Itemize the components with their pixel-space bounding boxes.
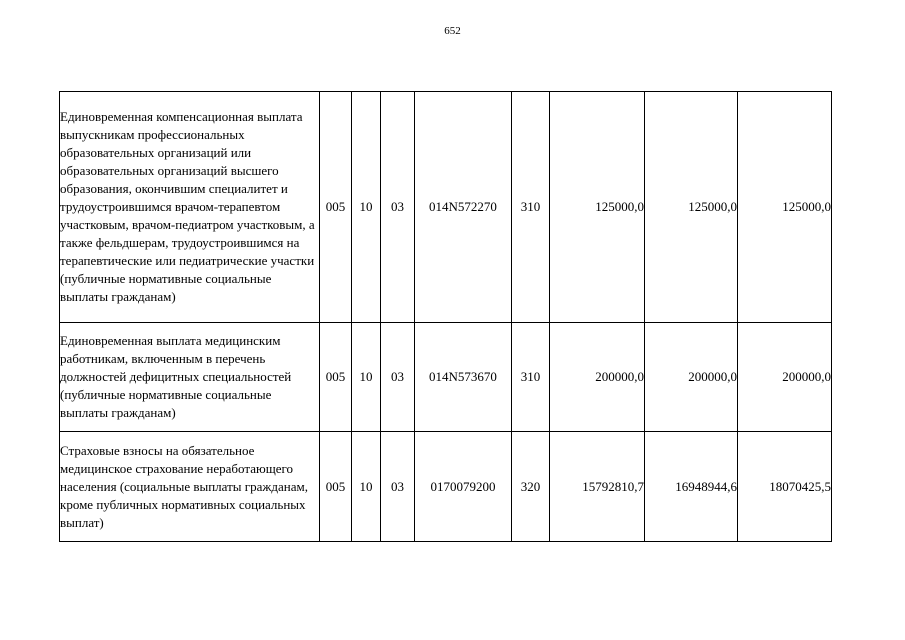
amount-year-1: 125000,0 [550, 92, 645, 323]
table-row [60, 92, 832, 323]
target-article-code: 014N572270 [415, 92, 512, 323]
expense-type-code: 310 [512, 323, 550, 432]
table-row [60, 323, 832, 432]
expense-name-cell [60, 323, 320, 432]
expense-name-cell [60, 92, 320, 323]
amount-year-2: 125000,0 [645, 92, 738, 323]
amount-year-2: 200000,0 [645, 323, 738, 432]
amount-year-2: 16948944,6 [645, 432, 738, 542]
amount-year-3: 200000,0 [738, 323, 832, 432]
expense-name: Страховые взносы на обязательное медицинское страхование неработающего населения (социальные выплаты гражданам, кроме публичных нормативных социальных выплат) [60, 442, 308, 530]
subsection-code: 03 [381, 323, 415, 432]
grbs-code: 005 [320, 323, 352, 432]
table-row [60, 432, 832, 542]
section-code: 10 [352, 92, 381, 323]
target-article-code: 014N573670 [415, 323, 512, 432]
expense-name: Единовременная выплата медицинским работникам, включенным в перечень должностей дефицитных специальностей (публичные нормативные социальные выплаты гражданам) [60, 333, 292, 420]
target-article-code: 0170079200 [415, 432, 512, 542]
expense-name: Единовременная компенсационная выплата выпускникам профессиональных образовательных организаций или образовательных организаций высшего образования, окончившим специалитет и трудоустроившимся врачом-терапевтом участковым, врачом-педиатром участковым, а также фельдшерам, трудоустроившимся на терапевтические или педиатрические участки (публичные нормативные социальные выплаты гражданам) [60, 109, 315, 304]
section-code: 10 [352, 432, 381, 542]
subsection-code: 03 [381, 92, 415, 323]
amount-year-3: 125000,0 [738, 92, 832, 323]
page-number: 652 [444, 25, 461, 37]
grbs-code: 005 [320, 92, 352, 323]
expense-type-code: 310 [512, 92, 550, 323]
grbs-code: 005 [320, 432, 352, 542]
subsection-code: 03 [381, 432, 415, 542]
amount-year-1: 200000,0 [550, 323, 645, 432]
expense-type-code: 320 [512, 432, 550, 542]
amount-year-1: 15792810,7 [550, 432, 645, 542]
budget-table [59, 91, 832, 542]
amount-year-3: 18070425,5 [738, 432, 832, 542]
expense-name-cell [60, 432, 320, 542]
section-code: 10 [352, 323, 381, 432]
